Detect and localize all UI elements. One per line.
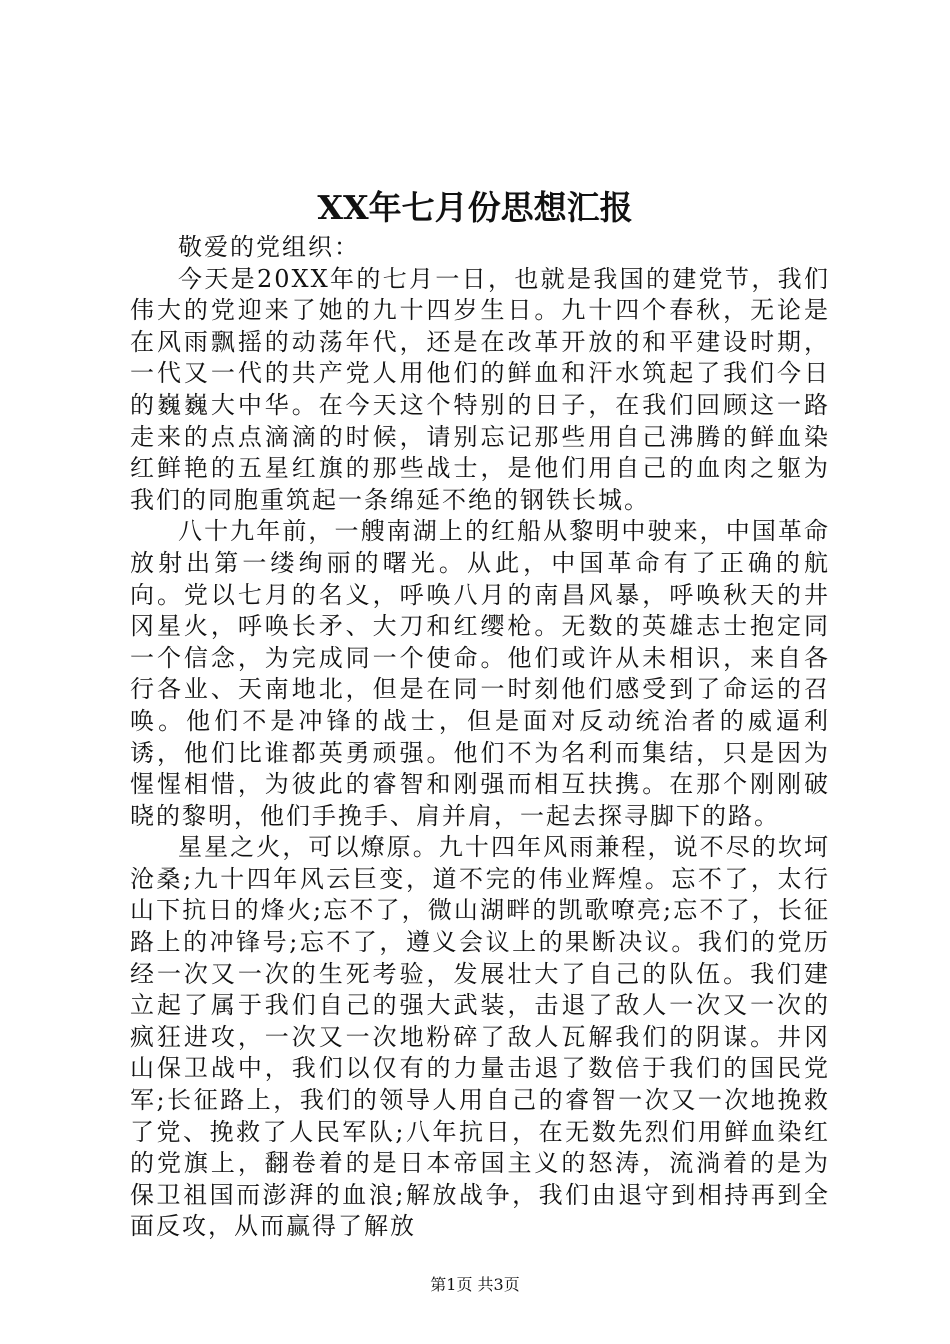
paragraph-2: 八十九年前，一艘南湖上的红船从黎明中驶来，中国革命放射出第一缕绚丽的曙光。从此，中国革命有了正确的航向。党以七月的名义，呼唤八月的南昌风暴，呼唤秋天的井冈星火，呼唤长矛、大刀和红缨枪。无数的英雄志士抱定同一个信念，为完成同一个使命。他们或许从未相识，来自各行各业、天南地北，但是在同一时刻他们感受到了命运的召唤。他们不是冲锋的战士，但是面对反动统治者的威逼利诱，他们比谁都英勇顽强。他们不为名利而集结，只是因为惺惺相惜，为彼此的睿智和刚强而相互扶携。在那个刚刚破晓的黎明，他们手挽手、肩并肩，一起去探寻脚下的路。 [130,517,830,830]
salutation: 敬爱的党组织： [178,233,360,261]
paragraph-3: 星星之火，可以燎原。九十四年风雨兼程，说不尽的坎坷沧桑;九十四年风云巨变，道不完的伟业辉煌。忘不了，太行山下抗日的烽火;忘不了，微山湖畔的凯歌嘹亮;忘不了，长征路上的冲锋号;忘不了，遵义会议上的果断决议。我们的党历经一次又一次的生死考验，发展壮大了自己的队伍。我们建立起了属于我们自己的强大武装，击退了敌人一次又一次的疯狂进攻，一次又一次地粉碎了敌人瓦解我们的阴谋。井冈山保卫战中，我们以仅有的力量击退了数倍于我们的国民党军;长征路上，我们的领导人用自己的睿智一次又一次地挽救了党、挽救了人民军队;八年抗日，在无数先烈们用鲜血染红的党旗上，翻卷着的是日本帝国主义的怒涛，流淌着的是为保卫祖国而澎湃的血浪;解放战争，我们由退守到相持再到全面反攻，从而赢得了解放 [130,833,830,1241]
document-body [130,232,830,1243]
document-title: XX年七月份思想汇报 [317,188,633,227]
page-footer: 第1页 共3页 [430,1275,520,1294]
paragraph-1: 今天是20XX年的七月一日，也就是我国的建党节，我们伟大的党迎来了她的九十四岁生日。九十四个春秋，无论是在风雨飘摇的动荡年代，还是在改革开放的和平建设时期，一代又一代的共产党人用他们的鲜血和汗水筑起了我们今日的巍巍大中华。在今天这个特别的日子，在我们回顾这一路走来的点点滴滴的时候，请别忘记那些用自己沸腾的鲜血染红鲜艳的五星红旗的那些战士，是他们用自己的血肉之躯为我们的同胞重筑起一条绵延不绝的钢铁长城。 [130,264,830,514]
